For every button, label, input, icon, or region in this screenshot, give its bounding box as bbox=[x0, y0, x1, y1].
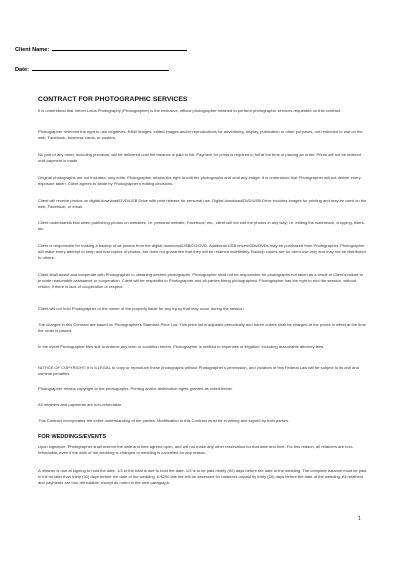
paragraph-retainer-schedule: A retainer is due at signing to hold the date. 1/3 of the total is due to hold the date. 1/3 is to be paid ninety (90) days before the date of the wedding. The complete balance must be paid in full no later than thirty (30) days before the date of the wedding. A $200 late fee will be assessed for balances unpaid by thirty (30) days before the date of the wedding. All retainers and payments are non-refundable, except as noted in the next paragraph. bbox=[38, 468, 367, 486]
date-label: Date: bbox=[15, 67, 29, 73]
page-number: 1 bbox=[358, 516, 361, 522]
client-name-label: Client Name: bbox=[15, 47, 50, 53]
paragraph-digital-delivery: Client will receive photos on digital download/DVD/USB Drive with print release for personal use. Digital download/DVD/USB Drive includes images for printing and may be used on the web, Facebook, or email. bbox=[38, 198, 367, 210]
paragraph-exclusive-photographer: It is understood that Velvet Lotus Photography (Photographer) is the exclusive, official photographer retained to perform photographic services requested on this contract. bbox=[38, 108, 342, 113]
paragraph-entire-agreement: This Contract incorporates the entire understanding of the parties. Modification to this Contract must be in writing and signed by both parties. bbox=[38, 418, 290, 423]
contract-title: CONTRACT FOR PHOTOGRAPHIC SERVICES bbox=[38, 96, 188, 103]
client-name-field[interactable] bbox=[15, 45, 187, 53]
weddings-heading: FOR WEDDINGS/EVENTS bbox=[38, 434, 107, 440]
paragraph-non-refundable: All retainers and payments are non-refundable. bbox=[38, 402, 123, 407]
paragraph-liability: Client will not hold Photographer or the owner of the property liable for any injury that may occur during the session. bbox=[38, 306, 245, 311]
paragraph-copyright-retained: Photographer retains copyright to the photographs. Printing and/or distribution rights granted as noted below. bbox=[38, 386, 233, 391]
paragraph-backup: Client is responsible for making a backup of all photos from the digital download/USB/CD/DVD. Additional USB drives/CDs/DVDs may be purchased from Photographer. Photographer will make every attempt to keep archival copies of photos, but does not guarantee that they will be retained indefinitely. Backup copies are for client use only and may not be distributed to others. bbox=[38, 243, 366, 261]
paragraph-litigation: In the event Photographer files suit to enforce any term or condition herein, Photographer is entitled to expenses of litigation, including reasonable attorney fees. bbox=[38, 344, 325, 349]
paragraph-usage-rights: Photographer reserves the right to use negatives, RAW images, edited images and/or reproductions for advertising, display, publication or other purposes, not restricted to use on the web, Facebook, business cards, or posters. bbox=[38, 129, 363, 141]
date-blank-line[interactable] bbox=[32, 65, 169, 71]
paragraph-editing: Original photographs are not included, only edits. Photographer retains the right to edit the photographs and omit any image. It is understood that Photographer will not deliver every exposure taken. Client agrees to abide by Photographer's editing decisions. bbox=[38, 175, 361, 187]
paragraph-publishing: Client understands that when publishing photos on websites, i.e. personal website, Facebook, etc., client will not edit the photos in any way; i.e. editing the watermark, cropping, filters, etc. bbox=[38, 220, 365, 232]
paragraph-date-reservation: Upon signature, Photographer shall reserve the date and time agreed upon, and will not make any other reservation for that date and time. For this reason, all retainers are non-refundable, even if the date of the wedding is changed or wedding is cancelled for any reason. bbox=[38, 444, 354, 456]
paragraph-cooperation: Client shall assist and cooperate with Photographer in obtaining desired photographs. Photographer shall not be responsible for photographs not taken as a result of Client's failure to provide reasonable assistance or cooperation. Client will be respectful to Photographer and all parties being photographed. Photographer has the right to end the session, without refund, if there is lack of cooperation or respect. bbox=[38, 272, 363, 290]
paragraph-copyright-notice: NOTICE OF COPYRIGHT: It is ILLEGAL to copy or reproduce these photographs without Photographer's permission, and violators of this Federal Law will be subject to its civil and criminal penalties. bbox=[38, 365, 359, 377]
date-field[interactable] bbox=[15, 65, 169, 73]
client-name-blank-line[interactable] bbox=[52, 45, 187, 51]
paragraph-pricing: The charges in this Contract are based on Photographer's Standard Price List. This price list is adjusted periodically and future orders shall be charged at the prices in effect at the time the order is placed. bbox=[38, 322, 366, 334]
paragraph-payment-delivery: No part of any order, including previews, will be delivered until the balance is paid in full. Payment for prints is required in full at the time of placing an order. Prints will not be ordered until payment is made. bbox=[38, 152, 362, 164]
